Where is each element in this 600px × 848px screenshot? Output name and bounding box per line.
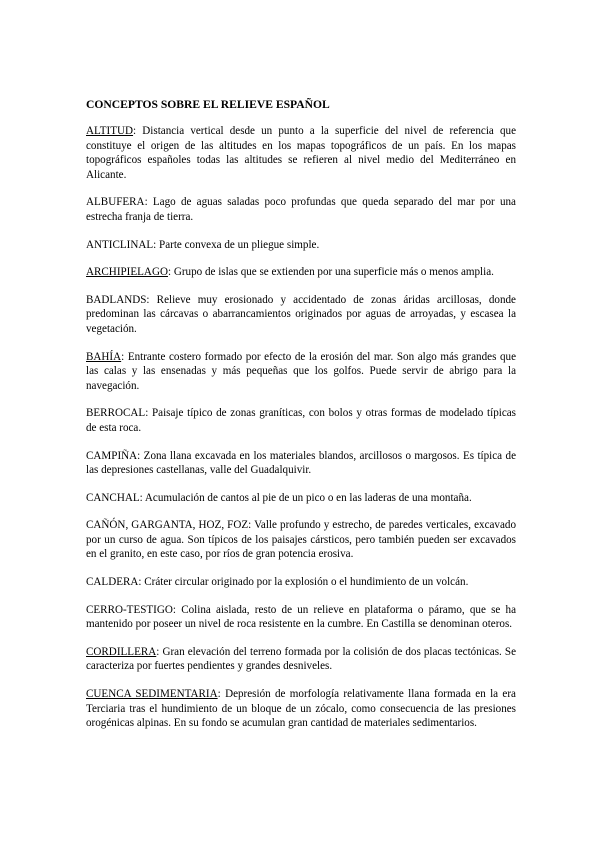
entry-term: CALDERA [86, 576, 139, 589]
entry-definition: Distancia vertical desde un punto a la superficie del nivel de referencia que constituye el origen de las altitudes en los mapas topográficos de un país. En los mapas topográficos españoles todas las altitudes se refieren al nivel medio del Mediterráneo en Alicante. [86, 125, 516, 181]
entry-separator: : [145, 407, 149, 420]
glossary-entry [86, 603, 516, 632]
glossary-entry [86, 293, 516, 337]
document-page [86, 98, 516, 744]
entry-term: CAÑÓN, GARGANTA, HOZ, FOZ [86, 519, 249, 532]
glossary-entry [86, 449, 516, 478]
entry-term: CAMPIÑA [86, 449, 138, 462]
entry-separator: : [133, 125, 137, 137]
entry-separator: : [139, 491, 143, 504]
entry-definition: Entrante costero formado por efecto de la erosión del mar. Son algo más grandes que las calas y las ensenadas y más pequeñas que los golfos. Puede servir de abrigo para la navegación. [86, 350, 516, 392]
entry-separator: : [146, 293, 150, 306]
entry-term: BAHÍA [86, 350, 122, 363]
entry-term: ALTITUD [86, 125, 134, 137]
glossary-entry [86, 124, 516, 182]
entry-definition: Relieve muy erosionado y accidentado de zonas áridas arcillosas, donde predominan las cárcavas o abarrancamientos originados por aguas de arroyadas, y escasea la vegetación. [86, 293, 516, 335]
entry-term: ANTICLINAL [86, 238, 154, 251]
glossary-entry [86, 491, 516, 506]
glossary-entry [86, 406, 516, 435]
entry-definition: Valle profundo y estrecho, de paredes verticales, excavado por un curso de agua. Son típicos de los paisajes cársticos, pero también pueden ser excavados en el granito, en este caso, por ríos de gran potencia erosiva. [86, 519, 516, 561]
entry-separator: : [172, 603, 176, 616]
entry-definition: Lago de aguas saladas poco profundas que queda separado del mar por una estrecha franja de tierra. [86, 196, 516, 223]
glossary-entry [86, 265, 516, 280]
entry-separator: : [156, 645, 160, 658]
entry-separator: : [167, 266, 172, 279]
entry-term: ALBUFERA [86, 196, 145, 209]
entry-term: CANCHAL [86, 491, 140, 504]
entry-separator: : [144, 196, 148, 209]
glossary-entry [86, 350, 516, 394]
glossary-entry [86, 195, 516, 224]
entry-term: ARCHIPIELAGO [86, 266, 168, 279]
entry-definition: Paisaje típico de zonas graníticas, con bolos y otras formas de modelado típicas de esta roca. [86, 407, 516, 434]
entry-definition: Gran elevación del terreno formada por la colisión de dos placas tectónicas. Se caracteriza por fuertes pendientes y grandes desniveles. [86, 645, 516, 673]
entry-term: CUENCA SEDIMENTARIA [86, 688, 218, 701]
glossary-entry [86, 575, 516, 590]
glossary-entry [86, 518, 516, 562]
entry-definition: Colina aislada, resto de un relieve en plataforma o páramo, que se ha mantenido por poseer un nivel de roca resistente en la cumbre. En Castilla se denominan oteros. [86, 603, 516, 631]
entry-definition: Acumulación de cantos al pie de un pico o en las laderas de una montaña. [142, 491, 472, 504]
entry-term: BADLANDS [86, 293, 147, 306]
entry-separator: : [137, 449, 141, 462]
entry-definition: Parte convexa de un pliegue simple. [156, 238, 320, 251]
entry-term: CORDILLERA [86, 645, 157, 658]
entry-term: CERRO-TESTIGO [86, 603, 173, 616]
glossary-entry [86, 238, 516, 253]
entry-separator: : [217, 688, 221, 701]
entry-separator: : [121, 350, 125, 363]
entry-definition: Grupo de islas que se extienden por una superficie más o menos amplia. [171, 266, 494, 279]
entry-definition: Cráter circular originado por la explosión o el hundimiento de un volcán. [141, 576, 469, 589]
entry-definition: Depresión de morfología relativamente llana formada en la era Terciaria tras el hundimiento de un bloque de un zócalo, como consecuencia de las presiones orogénicas alpinas. En su fondo se acumulan gran cantidad de materiales sedimentarios. [86, 688, 516, 730]
entry-separator: : [138, 576, 142, 589]
document-title: CONCEPTOS SOBRE EL RELIEVE ESPAÑOL [86, 98, 330, 111]
glossary-list [86, 124, 516, 731]
glossary-entry [86, 645, 516, 674]
entry-separator: : [248, 519, 252, 532]
entry-separator: : [153, 238, 157, 251]
entry-definition: Zona llana excavada en los materiales blandos, arcillosos o margosos. Es típica de las depresiones castellanas, valle del Guadalquivir. [86, 449, 516, 477]
entry-term: BERROCAL [86, 407, 146, 420]
glossary-entry [86, 687, 516, 731]
